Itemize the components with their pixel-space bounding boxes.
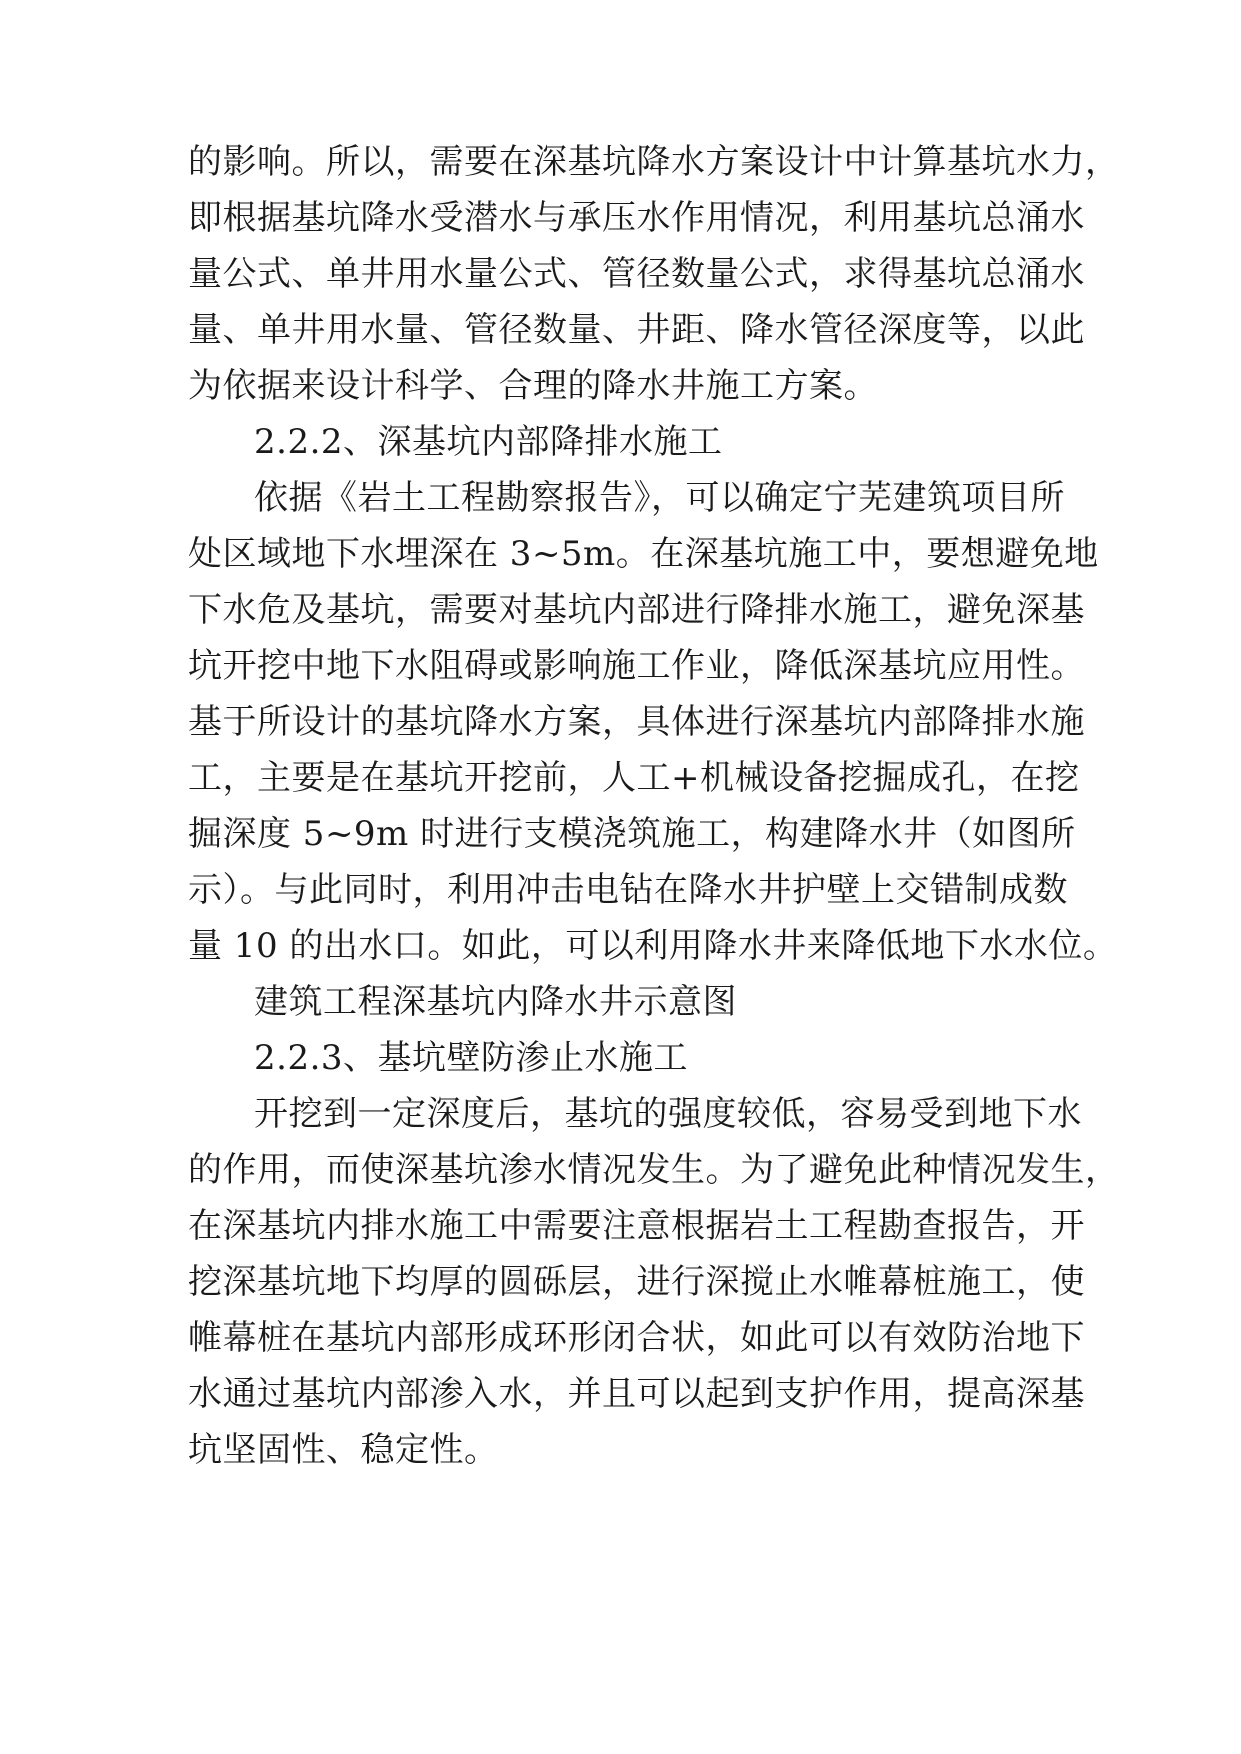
paragraph-line: 坑开挖中地下水阻碍或影响施工作业，降低深基坑应用性。 <box>188 646 1085 686</box>
paragraph-line: 即根据基坑降水受潜水与承压水作用情况，利用基坑总涌水 <box>188 198 1085 238</box>
paragraph-line: 依据《岩土工程勘察报告》，可以确定宁芜建筑项目所 <box>254 478 1065 518</box>
section-heading: 2.2.3、基坑壁防渗止水施工 <box>254 1038 689 1078</box>
paragraph-line: 工，主要是在基坑开挖前，人工+机械设备挖掘成孔，在挖 <box>188 758 1080 798</box>
paragraph-line: 挖深基坑地下均厚的圆砾层，进行深搅止水帷幕桩施工，使 <box>188 1262 1085 1302</box>
paragraph-line: 基于所设计的基坑降水方案，具体进行深基坑内部降排水施 <box>188 702 1085 742</box>
paragraph-line: 坑坚固性、稳定性。 <box>188 1430 499 1470</box>
figure-caption: 建筑工程深基坑内降水井示意图 <box>254 982 737 1022</box>
paragraph-line: 为依据来设计科学、合理的降水井施工方案。 <box>188 366 878 406</box>
paragraph-line: 下水危及基坑，需要对基坑内部进行降排水施工，避免深基 <box>188 590 1085 630</box>
paragraph-line: 的作用，而使深基坑渗水情况发生。为了避免此种情况发生， <box>188 1150 1120 1190</box>
paragraph-line: 量、单井用水量、管径数量、井距、降水管径深度等，以此 <box>188 310 1085 350</box>
paragraph-line: 掘深度 5~9m 时进行支模浇筑施工，构建降水井（如图所 <box>188 814 1076 854</box>
paragraph-line: 帷幕桩在基坑内部形成环形闭合状，如此可以有效防治地下 <box>188 1318 1085 1358</box>
section-heading: 2.2.2、深基坑内部降排水施工 <box>254 422 723 462</box>
paragraph-line: 量 10 的出水口。如此，可以利用降水井来降低地下水水位。 <box>188 926 1118 966</box>
paragraph-line: 量公式、单井用水量公式、管径数量公式，求得基坑总涌水 <box>188 254 1085 294</box>
paragraph-line: 处区域地下水埋深在 3~5m。在深基坑施工中，要想避免地 <box>188 534 1099 574</box>
paragraph-line: 开挖到一定深度后，基坑的强度较低，容易受到地下水 <box>254 1094 1082 1134</box>
paragraph-line: 示）。与此同时，利用冲击电钻在降水井护壁上交错制成数 <box>188 870 1068 910</box>
paragraph-line: 水通过基坑内部渗入水，并且可以起到支护作用，提高深基 <box>188 1374 1085 1414</box>
paragraph-line: 在深基坑内排水施工中需要注意根据岩土工程勘查报告，开 <box>188 1206 1085 1246</box>
paragraph-line: 的影响。所以，需要在深基坑降水方案设计中计算基坑水力， <box>188 142 1120 182</box>
